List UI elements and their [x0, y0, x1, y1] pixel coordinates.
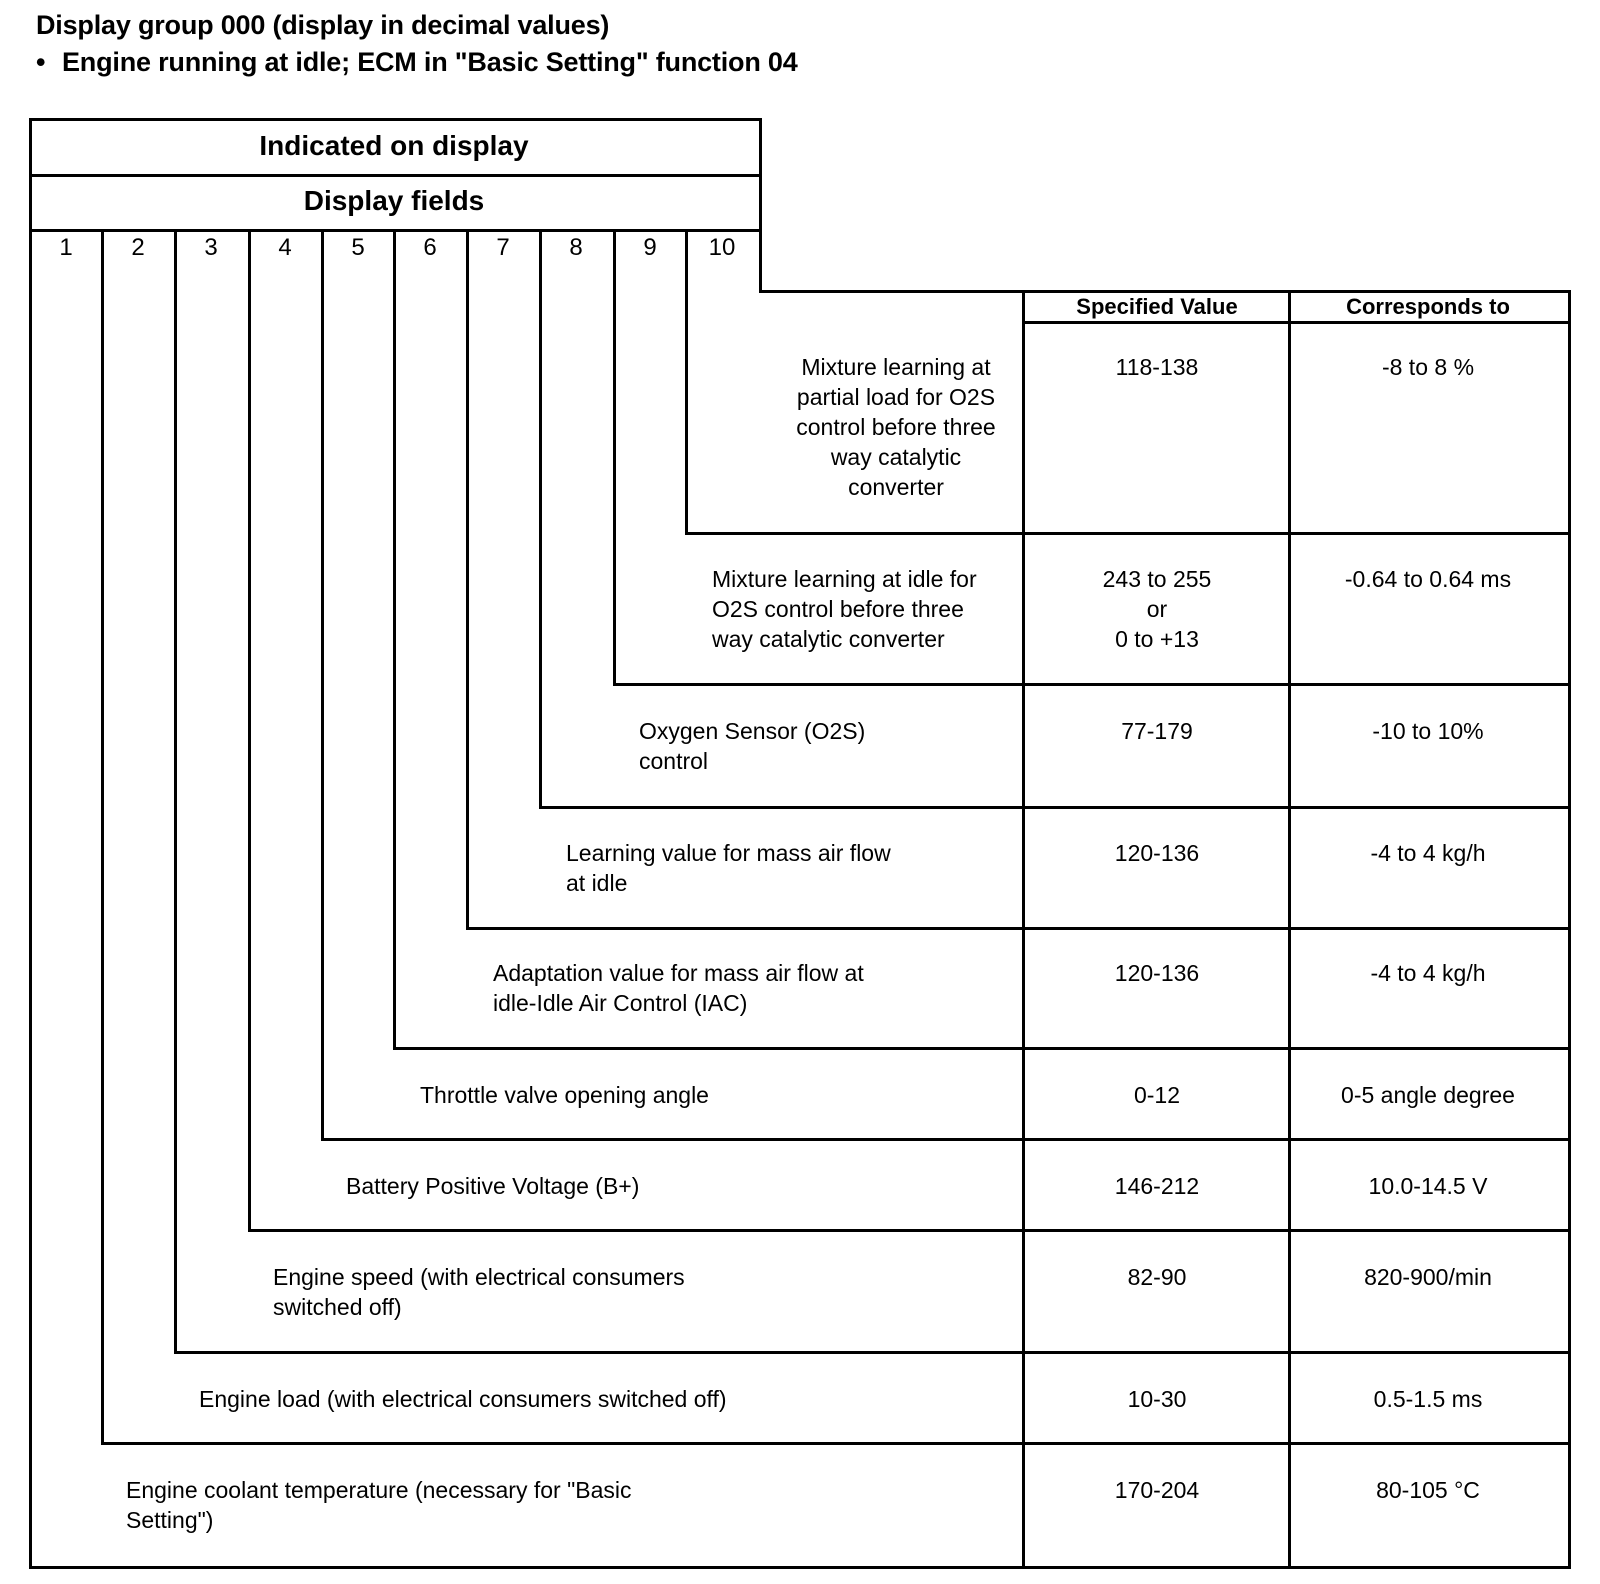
condition-note — [36, 47, 798, 78]
column-number-4: 4 — [278, 234, 292, 261]
row-separator-3 — [174, 1351, 1571, 1354]
row-10-corresponds-to: -8 to 8 % — [1381, 354, 1475, 380]
row-separator-2 — [101, 1442, 1571, 1445]
row-8-corresponds-to: -10 to 10% — [1372, 718, 1484, 744]
row-separator-5 — [321, 1138, 1571, 1141]
outer-border-bottom — [29, 1566, 1571, 1569]
row-5-corresponds-to: 0-5 angle degree — [1341, 1082, 1515, 1108]
header-border-right — [759, 118, 762, 290]
row-5-description: Throttle valve opening angle — [420, 1082, 709, 1108]
row-separator-9 — [613, 683, 1571, 686]
column-number-1: 1 — [59, 234, 73, 261]
row-9-specified-value: 243 to 255 or 0 to +13 — [1102, 566, 1212, 652]
row-1-corresponds-to: 80-105 °C — [1376, 1477, 1480, 1503]
outer-border-left — [29, 118, 32, 1569]
row-3-corresponds-to: 820-900/min — [1364, 1264, 1492, 1290]
row-separator-7 — [466, 927, 1571, 930]
field-line-8 — [539, 232, 542, 808]
row-separator-8 — [539, 806, 1571, 809]
row-4-corresponds-to: 10.0-14.5 V — [1368, 1173, 1488, 1199]
header-indicated-on-display: Indicated on display — [259, 130, 529, 161]
column-number-10: 10 — [708, 234, 736, 261]
column-number-9: 9 — [643, 234, 657, 261]
row-6-description: Adaptation value for mass air flow at idle-Idle Air Control (IAC) — [493, 960, 864, 1016]
row-2-description: Engine load (with electrical consumers switched off) — [199, 1386, 727, 1412]
specified-value-header: Specified Value — [1076, 294, 1238, 319]
column-number-7: 7 — [496, 234, 510, 261]
row-4-description: Battery Positive Voltage (B+) — [346, 1173, 640, 1199]
row-separator-6 — [393, 1047, 1571, 1050]
row-7-specified-value: 120-136 — [1114, 840, 1200, 866]
page-title: Display group 000 (display in decimal values) — [36, 10, 610, 40]
row-8-description: Oxygen Sensor (O2S) control — [639, 718, 866, 774]
field-line-4 — [248, 232, 251, 1231]
row-6-corresponds-to: -4 to 4 kg/h — [1370, 960, 1486, 986]
field-line-6 — [393, 232, 396, 1049]
row-1-specified-value: 170-204 — [1114, 1477, 1200, 1503]
row-5-specified-value: 0-12 — [1133, 1082, 1181, 1108]
row-9-description: Mixture learning at idle for O2S control before three way catalytic converter — [712, 566, 977, 652]
column-number-6: 6 — [423, 234, 437, 261]
row-2-specified-value: 10-30 — [1127, 1386, 1187, 1412]
row-10-specified-value: 118-138 — [1115, 354, 1199, 380]
row-10-description: Mixture learning at partial load for O2S control before three way catalytic converter — [796, 354, 996, 500]
column-number-3: 3 — [204, 234, 218, 261]
row-3-description: Engine speed (with electrical consumers switched off) — [273, 1264, 685, 1320]
bullet-icon: • — [36, 47, 46, 77]
field-line-5 — [321, 232, 324, 1140]
corresponds-to-header: Corresponds to — [1346, 294, 1510, 319]
field-line-10 — [685, 232, 688, 534]
row-separator-10 — [685, 532, 1571, 535]
row-9-corresponds-to: -0.64 to 0.64 ms — [1344, 566, 1512, 592]
field-line-7 — [466, 232, 469, 929]
header-border-top — [29, 118, 762, 121]
row-8-specified-value: 77-179 — [1121, 718, 1193, 744]
header-display-fields: Display fields — [303, 185, 485, 216]
column-number-2: 2 — [131, 234, 145, 261]
field-line-3 — [174, 232, 177, 1353]
row-1-description: Engine coolant temperature (necessary for "Basic Setting") — [126, 1477, 632, 1533]
column-number-8: 8 — [569, 234, 583, 261]
row-6-specified-value: 120-136 — [1114, 960, 1200, 986]
row-3-specified-value: 82-90 — [1127, 1264, 1187, 1290]
row-2-corresponds-to: 0.5-1.5 ms — [1373, 1386, 1483, 1412]
field-line-9 — [613, 232, 616, 685]
row-7-corresponds-to: -4 to 4 kg/h — [1370, 840, 1486, 866]
row-7-description: Learning value for mass air flow at idle — [566, 840, 891, 896]
header-border-mid — [29, 174, 762, 177]
row-4-specified-value: 146-212 — [1114, 1173, 1200, 1199]
row-separator-4 — [248, 1229, 1571, 1232]
field-line-2 — [101, 232, 104, 1444]
condition-text: Engine running at idle; ECM in "Basic Setting" function 04 — [62, 47, 798, 77]
column-number-5: 5 — [351, 234, 365, 261]
